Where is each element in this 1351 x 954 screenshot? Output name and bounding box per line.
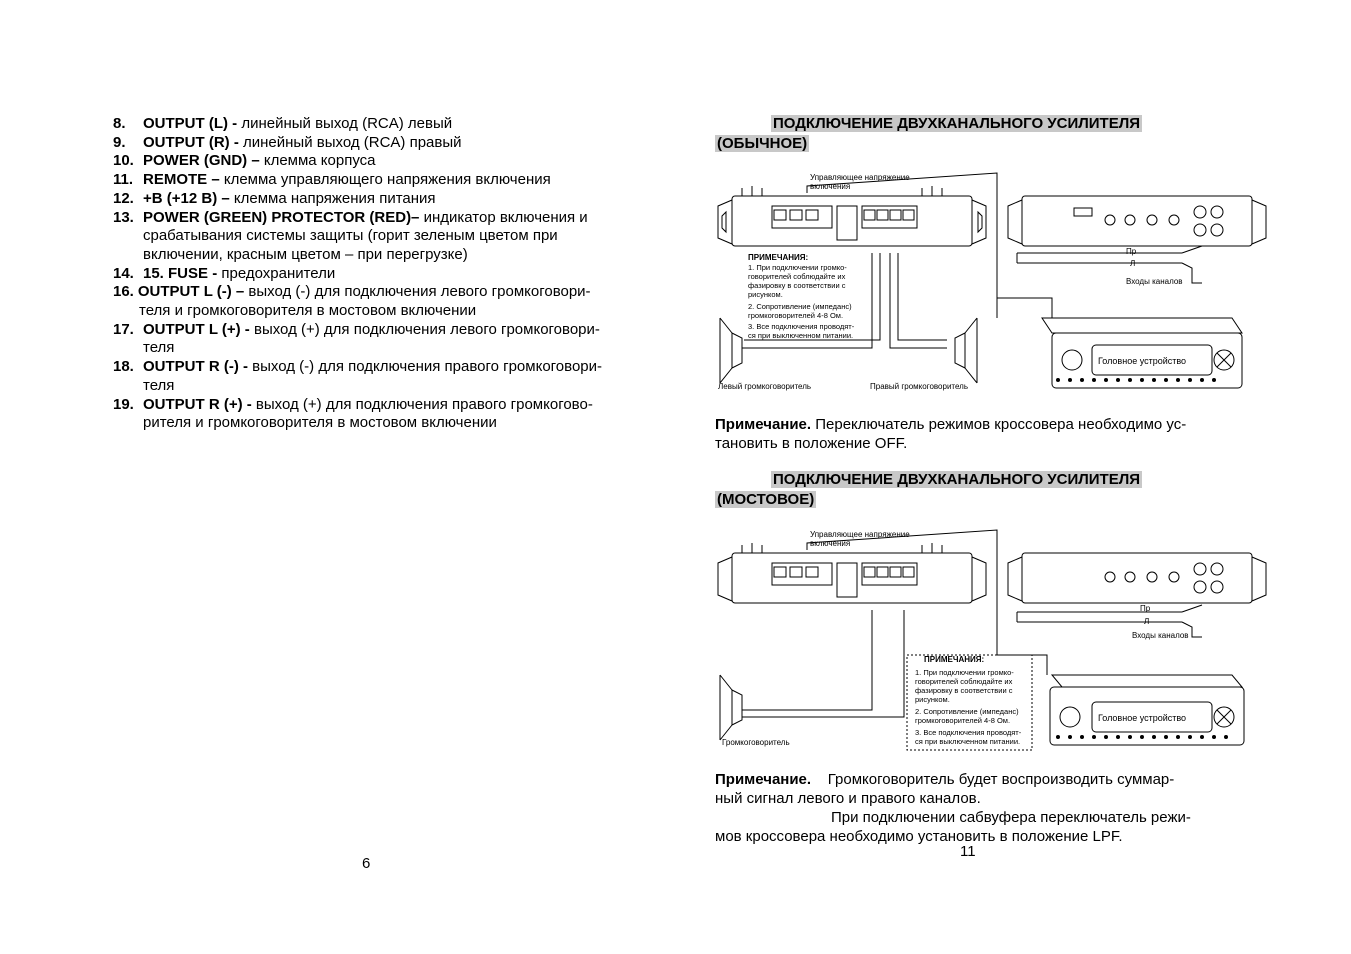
item-number: 17.	[113, 320, 134, 338]
item-term: OUTPUT (R) -	[143, 133, 239, 151]
note-text: Переключатель режимов кроссовера необходимо ус-	[811, 416, 1187, 433]
list-item	[113, 358, 653, 377]
inputs-label: Входы каналов	[1126, 277, 1183, 286]
item-number: 10.	[113, 152, 134, 170]
item-continuation: рителя и громкоговорителя в мостовом включении	[143, 414, 497, 432]
item-number: 13.	[113, 208, 134, 226]
item-description: выход (+) для подключения правого громкогово-	[251, 395, 593, 413]
list-item	[113, 190, 653, 209]
heading-line1: ПОДКЛЮЧЕНИЕ ДВУХКАНАЛЬНОГО УСИЛИТЕЛЯ	[773, 115, 1141, 132]
item-number: 16.	[113, 283, 134, 301]
heading-line2: (ОБЫЧНОЕ)	[717, 135, 808, 152]
item-term: OUTPUT (L) -	[143, 115, 238, 132]
notes-title: ПРИМЕЧАНИЯ:	[924, 655, 985, 664]
note-line: фазировку в соответствии с	[748, 281, 846, 290]
item-number: 12.	[113, 189, 134, 207]
note-text-line4: мов кроссовера необходимо установить в положение LPF.	[715, 828, 1123, 845]
item-continuation: теля	[143, 339, 175, 357]
channel-left-label: Л	[1144, 617, 1150, 626]
remote-label-2: включения	[810, 182, 851, 191]
item-continuation: теля	[143, 376, 175, 394]
item-description: линейный выход (RCA) правый	[238, 133, 462, 151]
item-term: 15. FUSE -	[143, 264, 218, 282]
list-item	[113, 134, 653, 153]
note-line: говорителей соблюдайте их	[748, 272, 846, 281]
item-number: 18.	[113, 358, 134, 376]
item-description: клемма напряжения питания	[229, 189, 436, 207]
heading-normal-connection	[715, 114, 1142, 154]
channel-left-label: Л	[1130, 259, 1136, 268]
list-item	[113, 396, 653, 415]
channel-right-label: Пр	[1126, 247, 1137, 256]
heading-line1: ПОДКЛЮЧЕНИЕ ДВУХКАНАЛЬНОГО УСИЛИТЕЛЯ	[773, 471, 1141, 488]
note-text-line2: тановить в положение OFF.	[715, 435, 908, 452]
item-description: клемма управляющего напряжения включения	[219, 171, 551, 189]
item-term: OUTPUT R (+) -	[143, 395, 252, 413]
list-item	[113, 209, 653, 228]
channel-right-label: Пр	[1140, 604, 1151, 613]
note-line: фазировку в соответствии с	[915, 686, 1013, 695]
note-line: 3. Все подключения проводят-	[915, 728, 1022, 737]
item-description: индикатор включения и	[419, 208, 588, 226]
notes-title: ПРИМЕЧАНИЯ:	[748, 253, 809, 262]
head-unit-label: Головное устройство	[1098, 713, 1187, 723]
remote-label-1: Управляющее напряжение	[810, 173, 910, 182]
note-line: ся при выключенном питании.	[915, 737, 1021, 746]
list-item	[113, 321, 653, 340]
note-line: рисунком.	[748, 290, 783, 299]
left-speaker-label: Левый громкоговоритель	[718, 382, 812, 391]
note-line: 2. Сопротивление (импеданс)	[915, 707, 1019, 716]
item-description: выход (-) для подключения левого громкоговори-	[244, 283, 591, 301]
item-term: POWER (GREEN) PROTECTOR (RED)–	[143, 208, 420, 226]
note-bridge	[715, 770, 1225, 846]
list-item	[113, 152, 653, 171]
page-number-right: 11	[960, 843, 976, 860]
item-description: предохранители	[217, 264, 336, 282]
heading-bridge-connection	[715, 470, 1142, 510]
item-term: POWER (GND) –	[143, 152, 260, 170]
remote-label-1: Управляющее напряжение	[810, 530, 910, 539]
list-item	[113, 265, 653, 284]
list-item	[113, 283, 653, 302]
note-line: 2. Сопротивление (импеданс)	[748, 302, 852, 311]
diagram-normal-connection	[712, 168, 1272, 398]
note-line: 1. При подключении громко-	[915, 668, 1014, 677]
note-text: Громкоговоритель будет воспроизводить суммар-	[811, 771, 1175, 788]
note-line: 3. Все подключения проводят-	[748, 322, 855, 331]
item-continuation: срабатывания системы защиты (горит зеленым цветом при	[143, 227, 558, 245]
item-term: REMOTE –	[143, 171, 220, 189]
item-number: 11.	[113, 171, 134, 189]
spec-list	[113, 115, 653, 433]
item-term: +B (+12 В) –	[143, 189, 230, 207]
heading-line2: (МОСТОВОЕ)	[717, 491, 815, 508]
right-speaker-label: Правый громкоговоритель	[870, 382, 969, 391]
amplifier-body	[732, 196, 972, 246]
item-term: OUTPUT L (+) -	[143, 320, 250, 338]
item-number: 8.	[113, 115, 126, 132]
note-text-line3: При подключении сабвуфера переключатель режи-	[831, 809, 1191, 826]
item-description: клемма корпуса	[259, 152, 376, 170]
item-number: 19.	[113, 395, 134, 413]
inputs-label: Входы каналов	[1132, 631, 1189, 640]
speaker-label: Громкоговоритель	[722, 738, 790, 747]
item-continuation: теля и громкоговорителя в мостовом включении	[139, 302, 477, 320]
note-label: Примечание.	[715, 416, 812, 433]
note-label: Примечание.	[715, 771, 812, 788]
note-line: ся при выключенном питании.	[748, 331, 854, 340]
head-unit-label: Головное устройство	[1098, 356, 1187, 366]
note-line: рисунком.	[915, 695, 950, 704]
item-description: выход (-) для подключения правого громкоговори-	[247, 358, 603, 376]
item-term: OUTPUT L (-) –	[137, 283, 245, 301]
item-number: 9.	[113, 133, 126, 151]
note-line: громкоговорителей 4-8 Ом.	[748, 311, 844, 320]
list-item	[113, 115, 653, 134]
page-number-left: 6	[362, 855, 371, 872]
note-text-line2: ный сигнал левого и правого каналов.	[715, 790, 981, 807]
diagram-bridge-connection	[712, 525, 1272, 755]
item-number: 14.	[113, 264, 134, 282]
item-description: выход (+) для подключения левого громкоговори-	[249, 320, 600, 338]
remote-label-2: включения	[810, 539, 851, 548]
list-item	[113, 171, 653, 190]
note-crossover-off	[715, 415, 1225, 453]
item-description: линейный выход (RCA) левый	[237, 115, 453, 132]
item-continuation: включении, красным цветом – при перегрузке)	[143, 245, 468, 263]
note-line: 1. При подключении громко-	[748, 263, 847, 272]
note-line: громкоговорителей 4-8 Ом.	[915, 716, 1011, 725]
note-line: говорителей соблюдайте их	[915, 677, 1013, 686]
item-term: OUTPUT R (-) -	[143, 358, 248, 376]
